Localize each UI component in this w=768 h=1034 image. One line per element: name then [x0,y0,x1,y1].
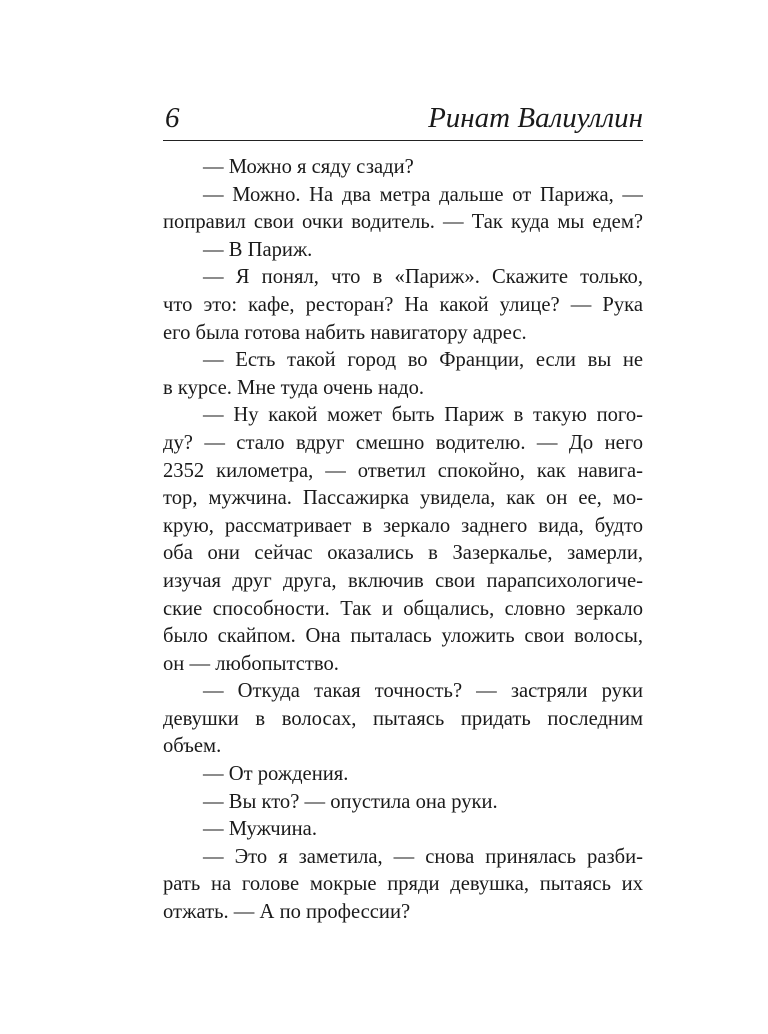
text-line: — Можно. На два метра дальше от Парижа, — [203,183,643,206]
text-line: в курсе. Мне туда очень надо. [163,376,425,399]
text-line: что это: кафе, ресторан? На какой улице? — Рука [163,293,643,316]
text-line: объем. [163,735,222,758]
text-line: — Можно я сяду сзади? [203,156,414,178]
text-line: было скайпом. Она пыталась уложить свои волосы, [163,625,643,648]
text-line: — Есть такой город во Франции, если вы не [203,349,643,372]
text-line: — Я понял, что в «Париж». Скажите только, [203,266,643,289]
text-line: крую, рассматривает в зеркало заднего вида, будто [163,514,643,537]
text-line: тор, мужчина. Пассажирка увидела, как он ее, мо- [163,487,643,510]
text-line: — В Париж. [203,238,313,261]
body-text [163,154,643,927]
page-number: 6 [165,102,180,134]
text-line: оба они сейчас оказались в Зазеркалье, замерли, [163,542,643,565]
text-line: — Вы кто? — опустила она руки. [203,790,498,813]
text-line: — От рождения. [203,763,349,786]
text-line: рать на голове мокрые пряди девушка, пытаясь их [163,873,643,896]
text-line: его была готова набить навигатору адрес. [163,321,527,344]
text-line: девушки в волосах, пытаясь придать последним [163,707,643,730]
text-line: отжать. — А по профессии? [163,901,411,924]
text-line: изучая друг друга, включив свои парапсихологиче- [163,569,643,592]
text-line: — Откуда такая точность? — застряли руки [203,680,643,703]
header-author: Ринат Валиуллин [428,102,643,134]
running-header [163,96,643,141]
text-line: ду? — стало вдруг смешно водителю. — До него [163,431,643,454]
text-line: он — любопытство. [163,652,339,675]
text-line: — Ну какой может быть Париж в такую пого- [203,404,643,427]
text-line: ские способности. Так и общались, словно зеркало [163,597,643,620]
text-line: — Мужчина. [203,818,317,841]
text-line: поправил свои очки водитель. — Так куда мы едем? [163,211,643,234]
text-line: 2352 километра, — ответил спокойно, как навига- [163,459,643,482]
text-line: — Это я заметила, — снова принялась разби- [203,845,643,868]
